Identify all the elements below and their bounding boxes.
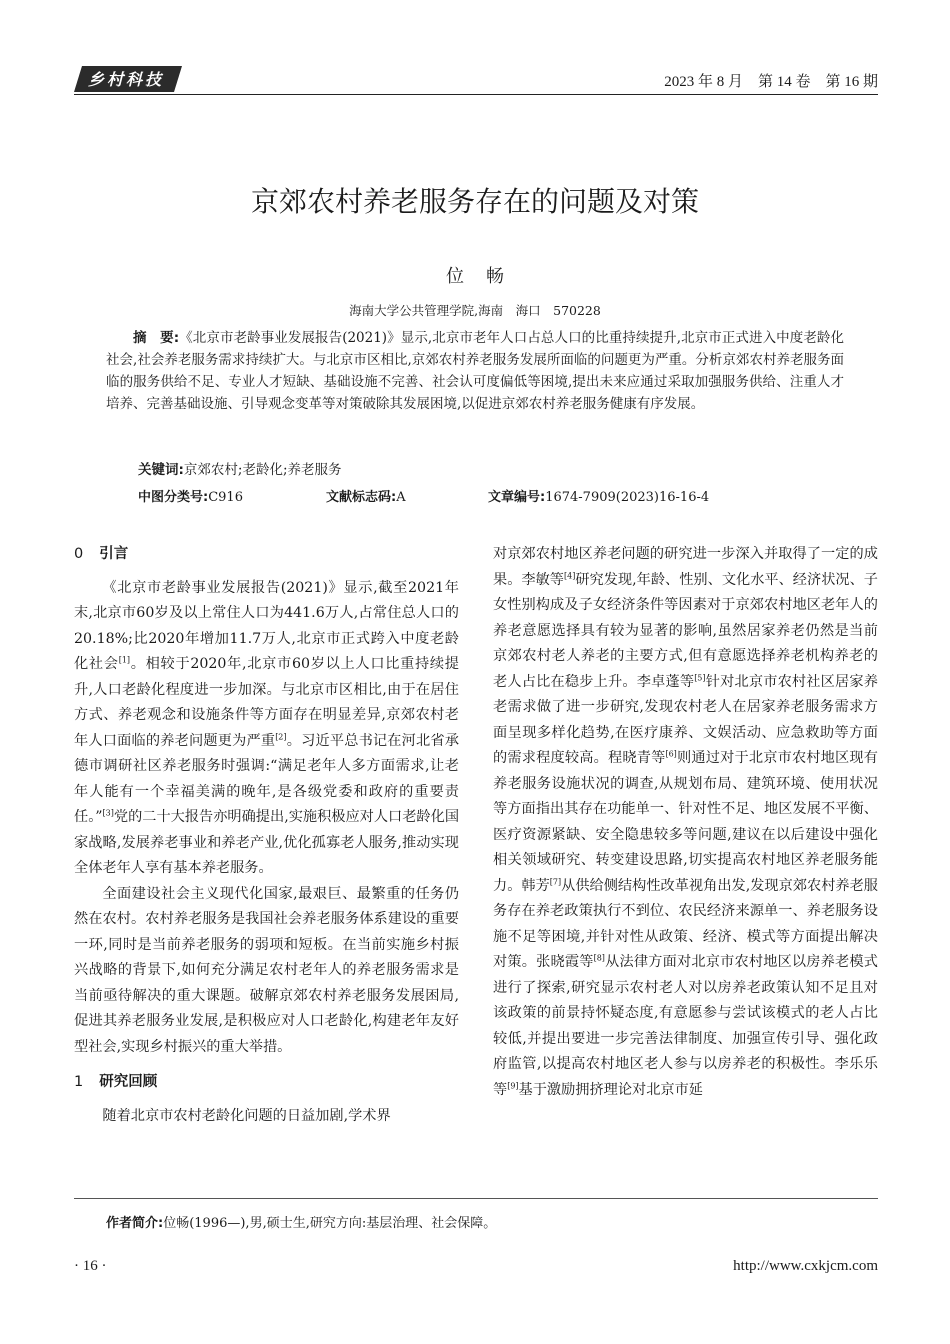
p4-text-a: 对京郊农村地区养老问题的研究进一步深入并取得了一定的成果。李敏等 — [493, 546, 878, 588]
logo-text: 乡村科技 — [88, 70, 165, 89]
citation-4: [4] — [563, 570, 576, 580]
citation-2: [2] — [275, 731, 287, 741]
doc-code-value: A — [396, 490, 406, 505]
keywords-label: 关键词: — [138, 462, 184, 478]
author-bio-footnote — [106, 1212, 496, 1231]
section-0-heading — [74, 542, 459, 576]
abstract-text: 《北京市老龄事业发展报告(2021)》显示,北京市老年人口占总人口的比重持续提升,北京市正式进入中度老龄化社会,社会养老服务需求持续扩大。与北京市区相比,京郊农村养老服务发展所面临的问题更为严重。分析京郊农村养老服务面临的服务供给不足、专业人才短缺、基础设施不完善、社会认可度偏低等困境,提出未来应通过采取加强服务供给、注重人才培养、完善基础设施、引导观念变革等对策破除其发展困境,以促进京郊农村养老服务健康有序发展。 — [106, 330, 844, 412]
article-no-value: 1674-7909(2023)16-16-4 — [545, 490, 710, 505]
p1-text-c: 。习近平总书记在河北省承德市调研社区养老服务时强调:“满足老年人多方面需求,让老年人能有一个幸福美满的晚年,是各级党委和政府的重要责任。” — [74, 732, 459, 825]
p4-text-b: 研究发现,年龄、性别、文化水平、经济状况、子女性别构成及子女经济条件等因素对于京郊农村地区老年人的养老意愿选择具有较为显著的影响,虽然居家养老仍然是当前京郊农村老人养老的主要方式,但有意愿选择养老机构养老的老人占比在稳步上升。李卓蓬等 — [493, 571, 878, 690]
paragraph-1 — [74, 576, 459, 882]
article-number — [488, 486, 709, 505]
citation-6: [6] — [665, 749, 677, 759]
page-number: · 16 · — [74, 1258, 107, 1274]
section-0-title: 引言 — [99, 546, 129, 562]
footnote-text: 位畅(1996—),男,硕士生,研究方向:基层治理、社会保障。 — [163, 1216, 497, 1231]
doc-code-label: 文献标志码: — [326, 490, 397, 505]
header-rule — [74, 94, 878, 95]
citation-1: [1] — [118, 655, 131, 665]
right-column — [493, 542, 878, 1103]
citation-5: [5] — [694, 672, 706, 682]
article-no-label: 文章编号: — [488, 490, 546, 505]
p4-text-f: 从法律方面对北京市农村地区以房养老模式进行了探索,研究显示农村老人对以房养老政策认知不足且对该政策的前景持怀疑态度,有意愿参与尝试该模式的老人占比较低,并提出要进一步完善法律制度、加强宣传引导、强化政府监管,以提高农村地区老人参与以房养老的积极性。李乐乐等 — [493, 954, 878, 1098]
left-column — [74, 542, 459, 1129]
abstract-label: 摘 要: — [133, 330, 180, 346]
issue-info: 2023 年 8 月 第 14 卷 第 16 期 — [664, 74, 878, 90]
journal-logo — [74, 64, 184, 94]
p1-text-d: 党的二十大报告亦明确提出,实施积极应对人口老龄化国家战略,发展养老事业和养老产业,优化孤寡老人服务,推动实现全体老年人享有基本养老服务。 — [74, 809, 460, 876]
journal-url: http://www.cxkjcm.com — [733, 1258, 878, 1274]
p4-text-d: 则通过对于北京市农村地区现有养老服务设施状况的调查,从规划布局、建筑环境、使用状况等方面指出其存在功能单一、针对性不足、地区发展不平衡、医疗资源紧缺、安全隐患较多等问题,建议在以后建设中强化相关领域研究、转变建设思路,切实提高农村地区养老服务能力。韩芳 — [493, 750, 878, 894]
article-title: 京郊农村养老服务存在的问题及对策 — [250, 185, 699, 218]
p1-text-a: 《北京市老龄事业发展报告(2021)》显示,截至2021年末,北京市60岁及以上常住人口为441.6万人,占常住总人口的20.18%;比2020年增加11.7万人,北京市正式跨入中度老龄化社会 — [74, 579, 459, 672]
p1-text-b: 。相较于2020年,北京市60岁以上人口比重持续提升,人口老龄化程度进一步加深。与北京市区相比,由于在居住方式、养老观念和设施条件等方面存在明显差异,京郊农村老年人口面临的养老问题更为严重 — [74, 656, 459, 749]
citation-8: [8] — [593, 953, 605, 963]
keywords-text: 京郊农村;老龄化;养老服务 — [183, 462, 342, 478]
citation-7: [7] — [549, 876, 562, 886]
abstract — [106, 327, 844, 415]
citation-9: [9] — [507, 1080, 519, 1090]
section-1-number: 1 — [74, 1074, 84, 1090]
paragraph-3: 随着北京市农村老龄化问题的日益加剧,学术界 — [102, 1107, 391, 1124]
paragraph-2: 全面建设社会主义现代化国家,最艰巨、最繁重的任务仍然在农村。农村养老服务是我国社会养老服务体系建设的重要一环,同时是当前养老服务的弱项和短板。在当前实施乡村振兴战略的背景下,如何充分满足农村老年人的养老服务需求是当前亟待解决的重大课题。破解京郊农村养老服务发展困局,促进其养老服务业发展,是积极应对人口老龄化,构建老年友好型社会,实现乡村振兴的重大举措。 — [74, 885, 459, 1055]
author-affiliation: 海南大学公共管理学院,海南 海口 570228 — [349, 303, 601, 318]
clc-label: 中图分类号: — [138, 490, 209, 505]
p4-text-c: 针对北京市农村社区居家养老需求做了进一步研究,发现农村老人在居家养老服务需求方面呈现多样化趋势,在医疗康养、文娱活动、应急救助等方面的需求程度较高。程晓青等 — [493, 673, 878, 766]
clc-value: C916 — [208, 490, 243, 505]
footnote-label: 作者简介: — [106, 1216, 164, 1231]
section-1-heading — [74, 1060, 459, 1104]
section-0-number: 0 — [74, 546, 84, 562]
keywords — [138, 458, 342, 478]
p4-text-e: 从供给侧结构性改革视角出发,发现京郊农村养老服务存在养老政策执行不到位、农民经济来源单一、养老服务设施不足等困境,并针对性从政策、经济、模式等方面提出解决对策。张晓霞等 — [493, 877, 878, 970]
section-1-title: 研究回顾 — [99, 1074, 158, 1090]
paragraph-4 — [493, 542, 878, 1103]
citation-3: [3] — [102, 808, 114, 818]
footnote-rule — [74, 1198, 878, 1199]
p4-text-g: 基于激励拥挤理论对北京市延 — [518, 1081, 703, 1098]
clc-number — [138, 486, 243, 505]
author-name: 位畅 — [446, 266, 526, 287]
document-code — [326, 486, 406, 505]
